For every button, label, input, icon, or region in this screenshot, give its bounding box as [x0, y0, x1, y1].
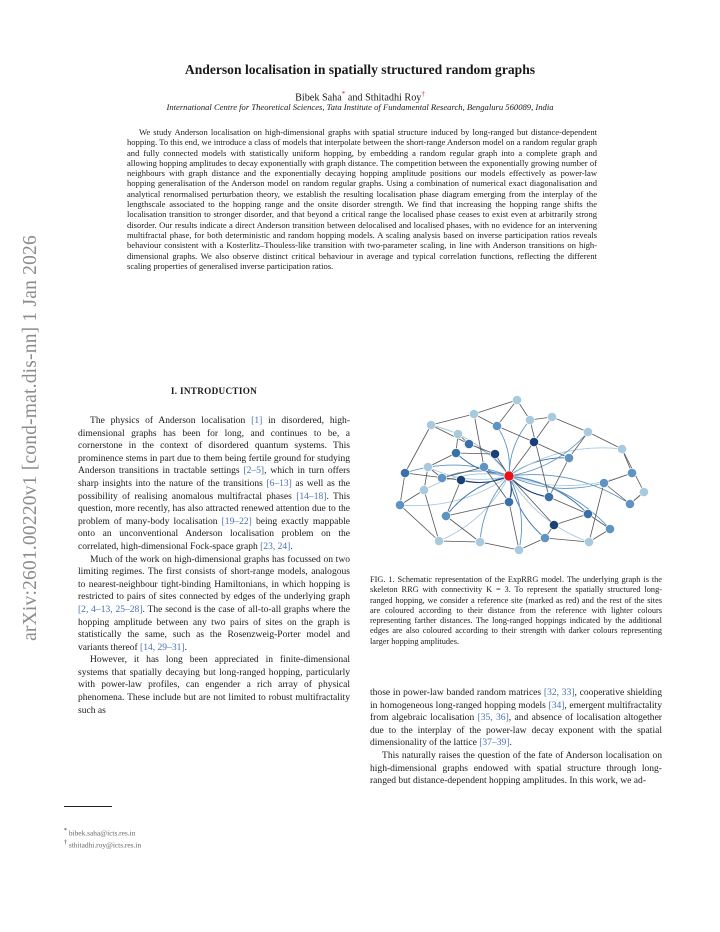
- author-footnote-mark[interactable]: *: [341, 90, 346, 98]
- skeleton-edge: [431, 425, 469, 444]
- skeleton-edge: [446, 516, 480, 542]
- graph-node: [540, 533, 549, 542]
- citation-link[interactable]: [14–18]: [296, 490, 327, 502]
- section-heading: I. INTRODUCTION: [170, 386, 258, 396]
- email-link[interactable]: bibek.saha@icts.res.in: [68, 828, 136, 838]
- graph-node: [512, 395, 521, 404]
- skeleton-edge: [554, 514, 588, 525]
- paragraph: [78, 415, 350, 554]
- skeleton-edge: [446, 480, 461, 516]
- paragraph-text: .: [290, 540, 293, 552]
- graph-node: [583, 427, 592, 436]
- graph-node: [525, 415, 534, 424]
- skeleton-edge: [497, 400, 517, 426]
- author-conjunction: and: [347, 92, 363, 104]
- citation-link[interactable]: [14, 29–31]: [140, 641, 185, 653]
- skeleton-edge: [497, 426, 534, 442]
- graph-node: [639, 487, 648, 496]
- graph-node: [599, 478, 608, 487]
- graph-node: [625, 499, 634, 508]
- reference-site-node: [504, 471, 514, 481]
- graph-node: [583, 509, 592, 518]
- citation-link[interactable]: [32, 33]: [543, 687, 575, 698]
- graph-node: [453, 429, 462, 438]
- graph-node: [492, 421, 501, 430]
- citation-link[interactable]: [19–22]: [221, 515, 252, 527]
- graph-node: [469, 409, 478, 418]
- graph-node: [617, 444, 626, 453]
- graph-node: [451, 448, 460, 457]
- graph-node: [426, 420, 435, 429]
- skeleton-edge: [424, 490, 439, 541]
- skeleton-edge: [480, 542, 519, 550]
- graph-node: [434, 536, 443, 545]
- skeleton-edge: [439, 541, 480, 542]
- paper-title: Anderson localisation in spatially structured random graphs: [184, 62, 536, 77]
- footnote-rule: [64, 806, 112, 807]
- skeleton-edge: [456, 453, 495, 454]
- citation-link[interactable]: [2, 4–13, 25–28]: [78, 603, 143, 615]
- graph-node: [475, 537, 484, 546]
- paragraph: [370, 687, 662, 750]
- graph-node: [504, 497, 513, 506]
- graph-node: [441, 511, 450, 520]
- graph-node: [423, 462, 432, 471]
- footnotes: [64, 826, 141, 851]
- citation-link[interactable]: [6–13]: [266, 477, 292, 489]
- skeleton-edge: [446, 502, 509, 516]
- citation-link[interactable]: [34]: [548, 699, 565, 711]
- paragraph-text: those in power-law banded random matrices: [370, 687, 544, 698]
- figure-caption: FIG. 1. Schematic representation of the ExpRRG model. The underlying graph is the skeleton RRG with connectivity K = 3. To represent the spatially structured long-ranged hopping, we consider a reference site (marked as red) and the rest of the sites are coloured according to their distance from the reference with lighter colours representing farther distances. The long-ranged hoppings indicated by the additional edges are also coloured according to their strength with darker colours representing larger hopping amplitudes.: [370, 575, 662, 646]
- paragraph-text: , and absence of localisation altogether due to the interplay of the power-law decay exponent with the spatial dimensionality of the lattice: [370, 712, 662, 749]
- arxiv-id-text: arXiv:2601.00220v1 [cond-mat.dis-nn] 1 Jan 2026: [20, 235, 41, 641]
- skeleton-edge: [549, 497, 588, 514]
- graph-node: [464, 439, 473, 448]
- arxiv-identifier: [14, 218, 48, 658]
- paragraph-text: The physics of Anderson localisation: [90, 415, 252, 426]
- long-range-hopping-edge: [480, 476, 509, 542]
- graph-node: [400, 468, 409, 477]
- footnote: † sthitadhi.roy@icts.res.in: [64, 840, 142, 850]
- long-range-hopping-edge: [509, 432, 588, 476]
- citation-link[interactable]: [1]: [251, 415, 263, 426]
- graph-node: [419, 485, 428, 494]
- paragraph-text: . The second is the case of all-to-all graphs where the hopping amplitude between any two pairs of sites on the graph is statistically the same, such as the Rosenzweig-Porter model and variants thereof: [78, 603, 351, 653]
- author-name: Bibek Saha: [295, 92, 342, 104]
- skeleton-edge: [474, 414, 484, 467]
- citation-link[interactable]: [23, 24]: [260, 540, 291, 552]
- graph-node: [514, 545, 523, 554]
- graph-node: [490, 449, 499, 458]
- skeleton-edge: [604, 483, 630, 504]
- author-name: Sthitadhi Roy: [365, 92, 422, 104]
- graph-node: [529, 437, 538, 446]
- email-link[interactable]: sthitadhi.roy@icts.res.in: [68, 840, 142, 850]
- skeleton-edge: [552, 417, 588, 432]
- author-footnote-mark[interactable]: †: [421, 90, 425, 98]
- long-range-hopping-edge: [509, 476, 610, 529]
- skeleton-edge: [588, 432, 622, 449]
- footnote: * bibek.saha@icts.res.in: [64, 828, 136, 838]
- paragraph-text: However, it has long been appreciated in finite-dimensional systems that spatially decaying but long-ranged hopping, particularly with power-law profiles, can engender a rich array of physical phenomena. These include but are not limited to robust multifractality such as: [78, 654, 350, 716]
- paragraph-text: being exactly mappable onto an unconventional Anderson localisation problem on the correlated, high-dimensional Fock-space graph: [78, 515, 351, 552]
- citation-link[interactable]: [37–39]: [479, 737, 510, 749]
- paragraph-text: This naturally raises the question of the fate of Anderson localisation on high-dimensional graphs endowed with spatial structure through long-ranged but distance-dependent hopping amplitudes. In this work, we ad-: [370, 749, 662, 787]
- abstract: We study Anderson localisation on high-dimensional graphs with spatial structure induced by long-ranged but distance-dependent hopping. To this end, we introduce a class of models that interpolate between the short-range Anderson model on a random regular graph and fully connected models with statistically uniform hopping, by embedding a random regular graph into a complete graph and allowing hopping amplitudes to decay exponentially with graph distance. The competition between the exponentially growing number of neighbours with graph distance and the exponentially decaying hopping amplitude positions our models effectively as power-law hopping generalisation of the Anderson model on random regular graphs. Using a combination of numerical exact diagonalisation and analytical renormalised perturbation theory, we establish the resulting localisation phase diagram emerging from the interplay of the lengthscale associated to the hopping range and the onsite disorder strength. We find that increasing the hopping range shifts the localisation transition to stronger disorder, and that beyond a critical range the localised phase ceases to exist even at arbitrarily strong disorder. Our results indicate a direct Anderson transition between delocalised and localised phases, with no evidence for an intervening multifractal phase, for both deterministic and random hopping models. A scaling analysis based on inverse participation ratios reveals behaviour consistent with a Kosterlitz–Thouless-like transition with two-parameter scaling, in line with Anderson transitions on high-dimensional graphs. We also observe distinct critical behaviour in average and typical correlation functions, reflecting the different scaling properties of generalised inverse participation ratios.: [127, 127, 597, 271]
- graph-node: [605, 524, 614, 533]
- affiliation: International Centre for Theoretical Sciences, Tata Institute of Fundamental Research, Bengaluru 560089, India: [166, 102, 554, 112]
- skeleton-edge: [431, 414, 474, 425]
- paragraph-text: , cooperative shielding in homogeneous long-ranged hopping models: [370, 687, 662, 711]
- long-range-hopping-edge: [509, 420, 530, 476]
- graph-figure: [384, 392, 658, 560]
- paragraph-text: . This question, more recently, has also attracted renewed attention due to the problem of many-body localisation: [78, 490, 350, 527]
- paragraph-text: as well as the possibility of realising anomalous multifractal phases: [78, 477, 350, 502]
- paragraph: [78, 554, 350, 655]
- paragraph-text: Much of the work on high-dimensional graphs has focussed on two limiting regimes. The first consists of short-range models, analogous to nearest-neighbour tight-binding Hamiltonians, in which hopping is restricted to pairs of sites connected by edges of the underlying graph: [78, 553, 350, 603]
- skeleton-edge: [509, 502, 519, 550]
- paragraph: [370, 750, 662, 788]
- paragraph-text: in disordered, high-dimensional graphs has been for long, and continues to be, a cornerstone in the context of disordered quantum systems. This prominence stems in part due to them being fertile ground for studying Anderson transitions in tractable settings: [78, 415, 350, 477]
- graph-node: [395, 500, 404, 509]
- graph-node: [564, 453, 573, 462]
- graph-node: [456, 475, 465, 484]
- citation-link[interactable]: [2–5]: [243, 465, 265, 477]
- graph-node: [627, 468, 636, 477]
- paragraph-text: , emergent multifractality from algebraic localisation: [370, 699, 662, 724]
- graph-node: [549, 520, 558, 529]
- paragraph-text: .: [509, 737, 512, 749]
- graph-node: [584, 537, 593, 546]
- skeleton-edge: [545, 538, 589, 542]
- paragraph-text: .: [184, 641, 187, 653]
- paragraph: [78, 654, 350, 717]
- intro-left-column: [78, 415, 350, 717]
- skeleton-edge: [400, 505, 439, 541]
- citation-link[interactable]: [35, 36]: [477, 712, 509, 724]
- paragraph-text: , which in turn offers sharp insights into the nature of the transitions: [78, 465, 350, 489]
- skeleton-edge: [474, 400, 517, 414]
- graph-node: [437, 473, 446, 482]
- graph-node: [479, 462, 488, 471]
- intro-right-column: [370, 687, 662, 788]
- graph-node: [547, 412, 556, 421]
- graph-node: [544, 492, 553, 501]
